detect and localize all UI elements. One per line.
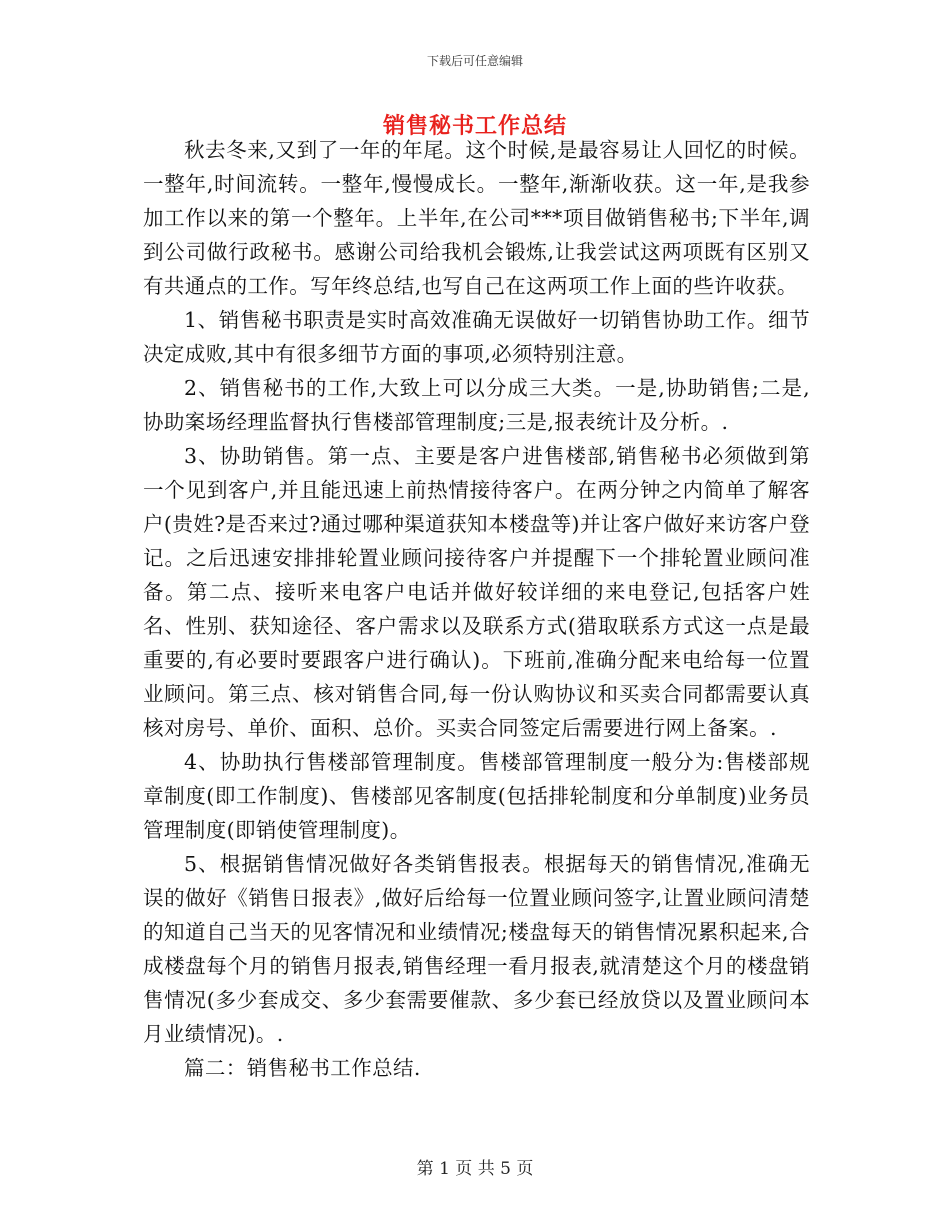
paragraph-intro: 秋去冬来,又到了一年的年尾。这个时候,是最容易让人回忆的时候。一整年,时间流转。一整年,慢慢成长。一整年,渐渐收获。这一年,是我参加工作以来的第一个整年。上半年,在公司***项目做销售秘书;下半年,调到公司做行政秘书。感谢公司给我机会锻炼,让我尝试这两项既有区别又有共通点的工作。写年终总结,也写自己在这两项工作上面的些许收获。 <box>143 138 810 298</box>
page-number-footer: 第 1 页 共 5 页 <box>416 1159 534 1179</box>
header-note: 下载后可任意编辑 <box>426 54 523 68</box>
paragraph-item-2: 2、销售秘书的工作,大致上可以分成三大类。一是,协助销售;二是,协助案场经理监督执行售楼部管理制度;三是,报表统计及分析。. <box>143 376 810 434</box>
paragraph-item-4: 4、协助执行售楼部管理制度。售楼部管理制度一般分为:售楼部规章制度(即工作制度)、售楼部见客制度(包括排轮制度和分单制度)业务员管理制度(即销使管理制度)。 <box>143 750 810 842</box>
paragraph-item-3: 3、协助销售。第一点、主要是客户进售楼部,销售秘书必须做到第一个见到客户,并且能迅速上前热情接待客户。在两分钟之内简单了解客户(贵姓?是否来过?通过哪种渠道获知本楼盘等)并让客户做好来访客户登记。之后迅速安排排轮置业顾问接待客户并提醒下一个排轮置业顾问准备。第二点、接听来电客户电话并做好较详细的来电登记,包括客户姓名、性别、获知途径、客户需求以及联系方式(猎取联系方式这一点是最重要的,有必要时要跟客户进行确认)。下班前,准确分配来电给每一位置业顾问。第三点、核对销售合同,每一份认购协议和买卖合同都需要认真核对房号、单价、面积、总价。买卖合同签定后需要进行网上备案。. <box>143 444 810 740</box>
paragraph-item-5: 5、根据销售情况做好各类销售报表。根据每天的销售情况,准确无误的做好《销售日报表》,做好后给每一位置业顾问签字,让置业顾问清楚的知道自己当天的见客情况和业绩情况;楼盘每天的销售情况累积起来,合成楼盘每个月的销售月报表,销售经理一看月报表,就清楚这个月的楼盘销售情况(多少套成交、多少套需要催款、多少套已经放贷以及置业顾问本月业绩情况)。. <box>143 852 810 1046</box>
document-body <box>143 133 810 1085</box>
paragraph-item-1: 1、销售秘书职责是实时高效准确无误做好一切销售协助工作。细节决定成败,其中有很多细节方面的事项,必须特别注意。 <box>143 308 810 366</box>
section-heading-part-two: 篇二：销售秘书工作总结. <box>184 1056 421 1080</box>
document-title: 销售秘书工作总结 <box>382 113 567 139</box>
